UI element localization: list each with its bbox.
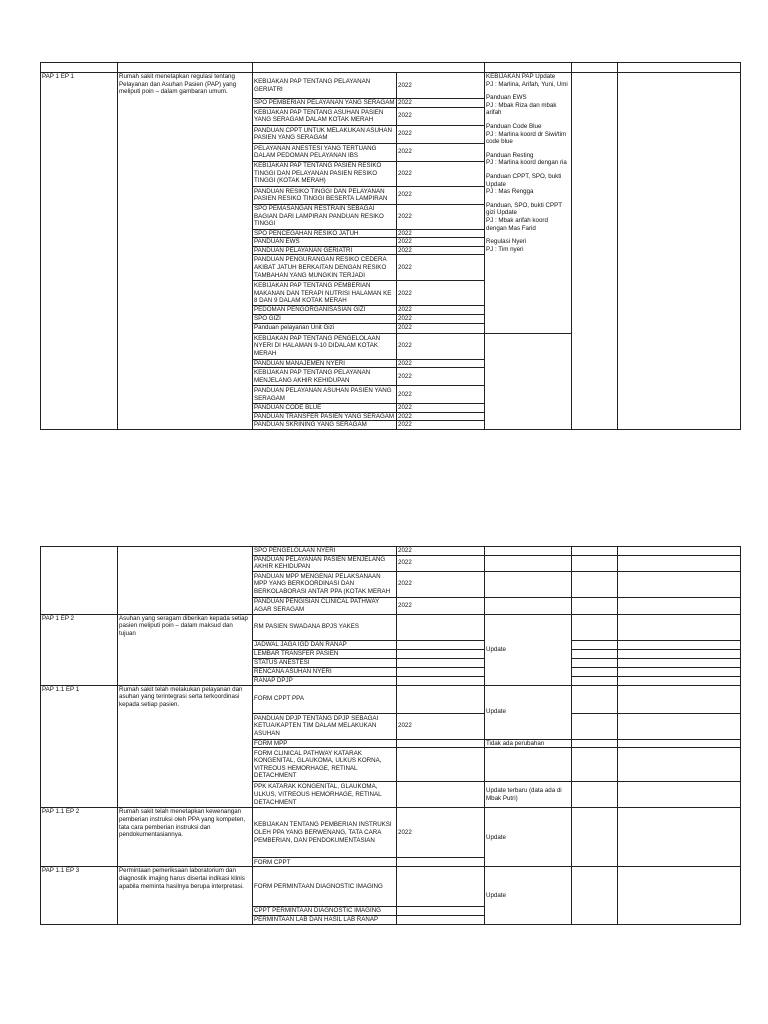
document-year: 2022	[397, 386, 485, 404]
empty-cell	[572, 63, 618, 73]
empty-cell	[572, 597, 618, 614]
empty-cell	[618, 658, 741, 667]
document-year	[397, 667, 485, 676]
ep-description: Rumah sakit menetapkan regulasi tentang Pelayanan dan Asuhan Pasien (PAP) yang meliputi poin – dalam gambaran umum.	[118, 73, 253, 430]
empty-cell	[618, 676, 741, 685]
status-cell: Update	[485, 614, 572, 685]
empty-cell	[572, 739, 618, 748]
document-name: KEBIJAKAN PAP TENTANG PELAYANAN MENJELANG AKHIR KEHIDUPAN	[253, 368, 397, 386]
document-name: PANDUAN DPJP TENTANG DPJP SEBAGAI KETUA/KAPTEN TIM DALAM MELAKUKAN ASUHAN	[253, 713, 397, 739]
document-name: FORM PERMINTAAN DIAGNOSTIC IMAGING	[253, 867, 397, 907]
document-year	[397, 739, 485, 748]
pj-note-line: Regulasi Nyeri	[486, 238, 527, 246]
document-year	[397, 658, 485, 667]
document-name: CPPT PERMINTAAN DIAGNOSTIC IMAGING	[253, 907, 397, 916]
ep-code: PAP 1 EP 1	[41, 73, 118, 430]
empty-cell	[572, 782, 618, 808]
ep-code: PAP 1.1 EP 2	[41, 808, 118, 867]
document-name: KEBIJAKAN PAP TENTANG PEMBERIAN MAKANAN DAN TERAPI NUTRISI HALAMAN KE 8 DAN 9 DALAM KOTAK MERAH	[253, 281, 397, 306]
document-name: STATUS ANESTESI	[253, 658, 397, 667]
empty-cell	[572, 571, 618, 597]
ep-code: PAP 1 EP 2	[41, 614, 118, 685]
empty-cell	[41, 63, 118, 73]
document-name: KEBIJAKAN PAP TENTANG PASIEN RESIKO TINGGI DAN PELAYANAN PASIEN RESIKO TINGGI (KOTAK MERAH)	[253, 161, 397, 186]
document-name: RENCANA ASUHAN NYERI	[253, 667, 397, 676]
pj-note-line: Panduan Resting	[486, 151, 534, 159]
document-year: 2022	[397, 125, 485, 143]
status-cell: Update	[485, 685, 572, 739]
status-cell: Update terbaru (data ada di Mbak Putri)	[485, 782, 572, 808]
table-row	[41, 808, 741, 858]
pj-note-line: PJ : Mbak arifah koord dengan Mas Farid	[486, 216, 548, 232]
document-name: JADWAL JAGA IGD DAN RANAP	[253, 640, 397, 649]
document-name: FORM CLINICAL PATHWAY KATARAK KONGENITAL, GLAUKOMA, ULKUS KORNA, VITREOUS HEMORHAGE, RETINAL DETACHMENT	[253, 748, 397, 782]
document-name: PANDUAN MPP MENGENAI PELAKSANAAN MPP YANG BERKOORDINASI DAN BERKOLABORASI ANTAR PPA (KOTAK MERAH	[253, 571, 397, 597]
empty-cell	[572, 685, 618, 713]
document-name: PANDUAN PENGURANGAN RESIKO CEDERA AKIBAT JATUH BERKAITAN DENGAN RESIKO TAMBAHAN YANG MUNGKIN TERJADI	[253, 255, 397, 281]
table-row	[41, 547, 741, 556]
document-year: 2022	[397, 306, 485, 315]
document-year: 2022	[397, 246, 485, 255]
document-year: 2022	[397, 412, 485, 421]
empty-cell	[618, 713, 741, 739]
document-year: 2022	[397, 323, 485, 333]
document-year: 2022	[397, 571, 485, 597]
pj-notes-cell	[485, 73, 572, 334]
document-name: FORM MPP	[253, 739, 397, 748]
document-year: 2022	[397, 73, 485, 99]
document-year: 2022	[397, 808, 485, 858]
empty-cell	[618, 571, 741, 597]
document-year: 2022	[397, 368, 485, 386]
empty-cell	[618, 73, 741, 430]
empty-cell	[485, 63, 572, 73]
empty-cell	[485, 547, 572, 556]
document-year: 2022	[397, 421, 485, 430]
empty-cell	[572, 713, 618, 739]
document-year	[397, 614, 485, 640]
document-year: 2022	[397, 255, 485, 281]
empty-cell	[618, 649, 741, 658]
document-name: SPO PEMASANGAN RESTRAIN SEBAGAI BAGIAN DARI LAMPIRAN PANDUAN RESIKO TINGGI	[253, 204, 397, 229]
pj-note-line: PJ : Marlina, Arifah, Yuni, Umi	[486, 80, 568, 88]
document-name: LEMBAR TRANSFER PASIEN	[253, 649, 397, 658]
document-name: SPO PEMBERIAN PELAYANAN YANG SERAGAM	[254, 99, 395, 106]
empty-cell	[485, 597, 572, 614]
document-year: 2022	[397, 161, 485, 186]
pj-note-line: PJ : Marlina koord dr Siwi/tim code blue	[486, 130, 567, 146]
empty-cell	[572, 555, 618, 571]
document-year: 2022	[397, 229, 485, 238]
document-name: SPO GIZI	[253, 314, 397, 323]
document-year: 2022	[397, 314, 485, 323]
document-year: 2022	[397, 204, 485, 229]
document-name: PANDUAN PELAYANAN PASIEN MENJELANG AKHIR KEHIDUPAN	[253, 555, 397, 571]
document-name: PPK KATARAK KONGENITAL, GLAUKOMA, ULKUS, VITREOUS HEMORHAGE, RETINAL DETACHMENT	[253, 782, 397, 808]
status-cell: Update	[485, 808, 572, 867]
document-year: 2022	[397, 713, 485, 739]
document-name: PANDUAN PELAYANAN ASUHAN PASIEN YANG SERAGAM	[253, 386, 397, 404]
document-year: 2022	[397, 281, 485, 306]
empty-cell	[41, 547, 118, 615]
empty-cell	[618, 555, 741, 571]
document-year	[397, 907, 485, 916]
empty-cell	[485, 555, 572, 571]
document-year: 2022	[397, 99, 485, 108]
empty-cell	[572, 867, 618, 924]
ep-description: Rumah sakit telah melakukan pelayanan dan asuhan yang terintegrasi serta terkoordinasi kepada setiap pasien.	[118, 685, 253, 808]
document-year: 2022	[397, 143, 485, 161]
pj-note-line: PJ : Tim nyeri	[486, 245, 524, 253]
document-year	[397, 867, 485, 907]
document-name: PANDUAN RESIKO TINGGI DAN PELAYANAN PASIEN RESIKO TINGGI BESERTA LAMPIRAN	[253, 186, 397, 204]
pj-note-line: PJ : Mas Rengga	[486, 188, 534, 196]
empty-cell	[572, 748, 618, 782]
empty-cell	[618, 597, 741, 614]
ep-description: Permintaan pemeriksaan laboratorium dan diagnostik imajing harus disertai indikasi klinis apabila meminta hasilnya berupa interpretasi.	[118, 867, 253, 924]
document-name: SPO PENCEGAHAN RESIKO JATUH	[253, 229, 397, 238]
table-row	[41, 867, 741, 907]
document-name: SPO PENGELOLAAN NYERI	[253, 547, 397, 556]
table-row	[41, 685, 741, 713]
document-name: PANDUAN MANAJEMEN NYERI	[253, 359, 397, 368]
document-year	[397, 685, 485, 713]
status-cell: Tidak ada perubahan	[485, 739, 572, 748]
empty-cell	[572, 667, 618, 676]
empty-cell	[572, 808, 618, 867]
ep-description: Rumah sakit telah menetapkan kewenangan pemberian instruksi oleh PPA yang kompeten, tata cara pemberian instruksi dan pendokumentasiannya.	[118, 808, 253, 867]
empty-cell	[572, 614, 618, 640]
document-year	[397, 748, 485, 782]
empty-cell	[485, 571, 572, 597]
empty-cell	[618, 63, 741, 73]
table-row	[41, 614, 741, 640]
empty-cell	[253, 63, 485, 73]
empty-cell	[618, 739, 741, 748]
document-year	[397, 649, 485, 658]
ep-description: Asuhan yang seragam diberikan kepada setiap pasien meliputi poin – dalam maksud dan tujuan	[118, 614, 253, 685]
document-year	[397, 640, 485, 649]
document-name: PERMINTAAN LAB DAN HASIL LAB RANAP	[253, 915, 397, 924]
document-year: 2022	[397, 238, 485, 247]
document-name: PANDUAN PENGISIAN CLINICAL PATHWAY AGAR SERAGAM	[253, 597, 397, 614]
empty-cell	[618, 547, 741, 556]
document-name: KEBIJAKAN PAP TENTANG PENGELOLAAN NYERI DI HALAMAN 9-10 DIDALAM KOTAK MERAH	[253, 333, 397, 359]
pj-note-line: Panduan, SPO, bukti CPPT gizi Update	[486, 201, 562, 217]
pj-note-line: KEBIJAKAN PAP Update	[486, 73, 556, 80]
document-name: PANDUAN CPPT UNTUK MELAKUKAN ASUHAN PASIEN YANG SERAGAM	[253, 125, 397, 143]
document-year: 2022	[397, 555, 485, 571]
status-cell: Update	[485, 867, 572, 924]
document-name: FORM CPPT PPA	[253, 685, 397, 713]
empty-cell	[118, 63, 253, 73]
empty-cell	[485, 748, 572, 782]
document-name: KEBIJAKAN PAP TENTANG PELAYANAN GERIATRI	[253, 73, 397, 99]
document-year	[397, 858, 485, 867]
empty-cell	[618, 867, 741, 924]
document-name: PANDUAN PELAYANAN GERIATRI	[253, 246, 397, 255]
document-name: Panduan pelayanan Unit Gizi	[253, 323, 397, 333]
empty-cell	[618, 808, 741, 867]
header-row	[41, 63, 741, 73]
document-year: 2022	[397, 107, 485, 125]
empty-cell	[572, 547, 618, 556]
document-year	[397, 915, 485, 924]
document-name: PANDUAN EWS	[253, 238, 397, 247]
empty-cell	[618, 614, 741, 640]
table-row	[41, 73, 741, 99]
document-year: 2022	[397, 359, 485, 368]
ep-code: PAP 1.1 EP 1	[41, 685, 118, 808]
document-name: RANAP DPJP	[253, 676, 397, 685]
empty-cell	[618, 640, 741, 649]
sheet-table-2	[40, 546, 740, 925]
empty-cell	[572, 73, 618, 430]
empty-cell	[572, 649, 618, 658]
empty-cell	[618, 748, 741, 782]
document-name: PANDUAN TRANSFER PASIEN YANG SERAGAM	[253, 412, 397, 421]
pj-note-line: PJ : Marlina koord dengan ria	[486, 159, 567, 167]
empty-cell	[485, 333, 572, 429]
empty-cell	[572, 676, 618, 685]
document-year: 2022	[397, 333, 485, 359]
pj-note-line: Panduan EWS	[486, 94, 527, 102]
document-name: PANDUAN SKRINING YANG SERAGAM	[253, 421, 397, 430]
document-name: RM PASIEN SWADANA BPJS YAKES	[253, 614, 397, 640]
empty-cell	[618, 685, 741, 713]
document-year	[397, 782, 485, 808]
pj-note-line: Panduan CPPT, SPO, bukti Update	[486, 172, 562, 188]
document-year: 2022	[397, 404, 485, 413]
document-name: PELAYANAN ANESTESI YANG TERTUANG DALAM PEDOMAN PELAYANAN IBS	[253, 143, 397, 161]
document-name: FORM CPPT	[253, 858, 397, 867]
empty-cell	[618, 782, 741, 808]
document-year: 2022	[397, 597, 485, 614]
pj-note-line: Panduan Code Blue	[486, 122, 542, 130]
pj-note-line: PJ : Mbak Riza dan mbak arifah	[486, 101, 557, 117]
document-name: KEBIJAKAN TENTANG PEMBERIAN INSTRUKSI OLEH PPA YANG BERWENANG, TATA CARA PEMBERIAN, DAN PENDOKUMENTASIAN	[253, 808, 397, 858]
sheet-table-1	[40, 62, 740, 430]
empty-cell	[118, 547, 253, 615]
document-year	[397, 676, 485, 685]
document-name: PEDOMAN PENGORGANISASIAN GIZI	[253, 306, 397, 315]
ep-code: PAP 1.1 EP 3	[41, 867, 118, 924]
document-year: 2022	[397, 547, 485, 556]
document-name: KEBIJAKAN PAP TENTANG ASUHAN PASIEN YANG SERAGAM DALAM KOTAK MERAH	[253, 107, 397, 125]
document-year: 2022	[397, 186, 485, 204]
document-name: PANDUAN CODE BLUE	[253, 404, 397, 413]
empty-cell	[572, 658, 618, 667]
empty-cell	[572, 640, 618, 649]
empty-cell	[618, 667, 741, 676]
